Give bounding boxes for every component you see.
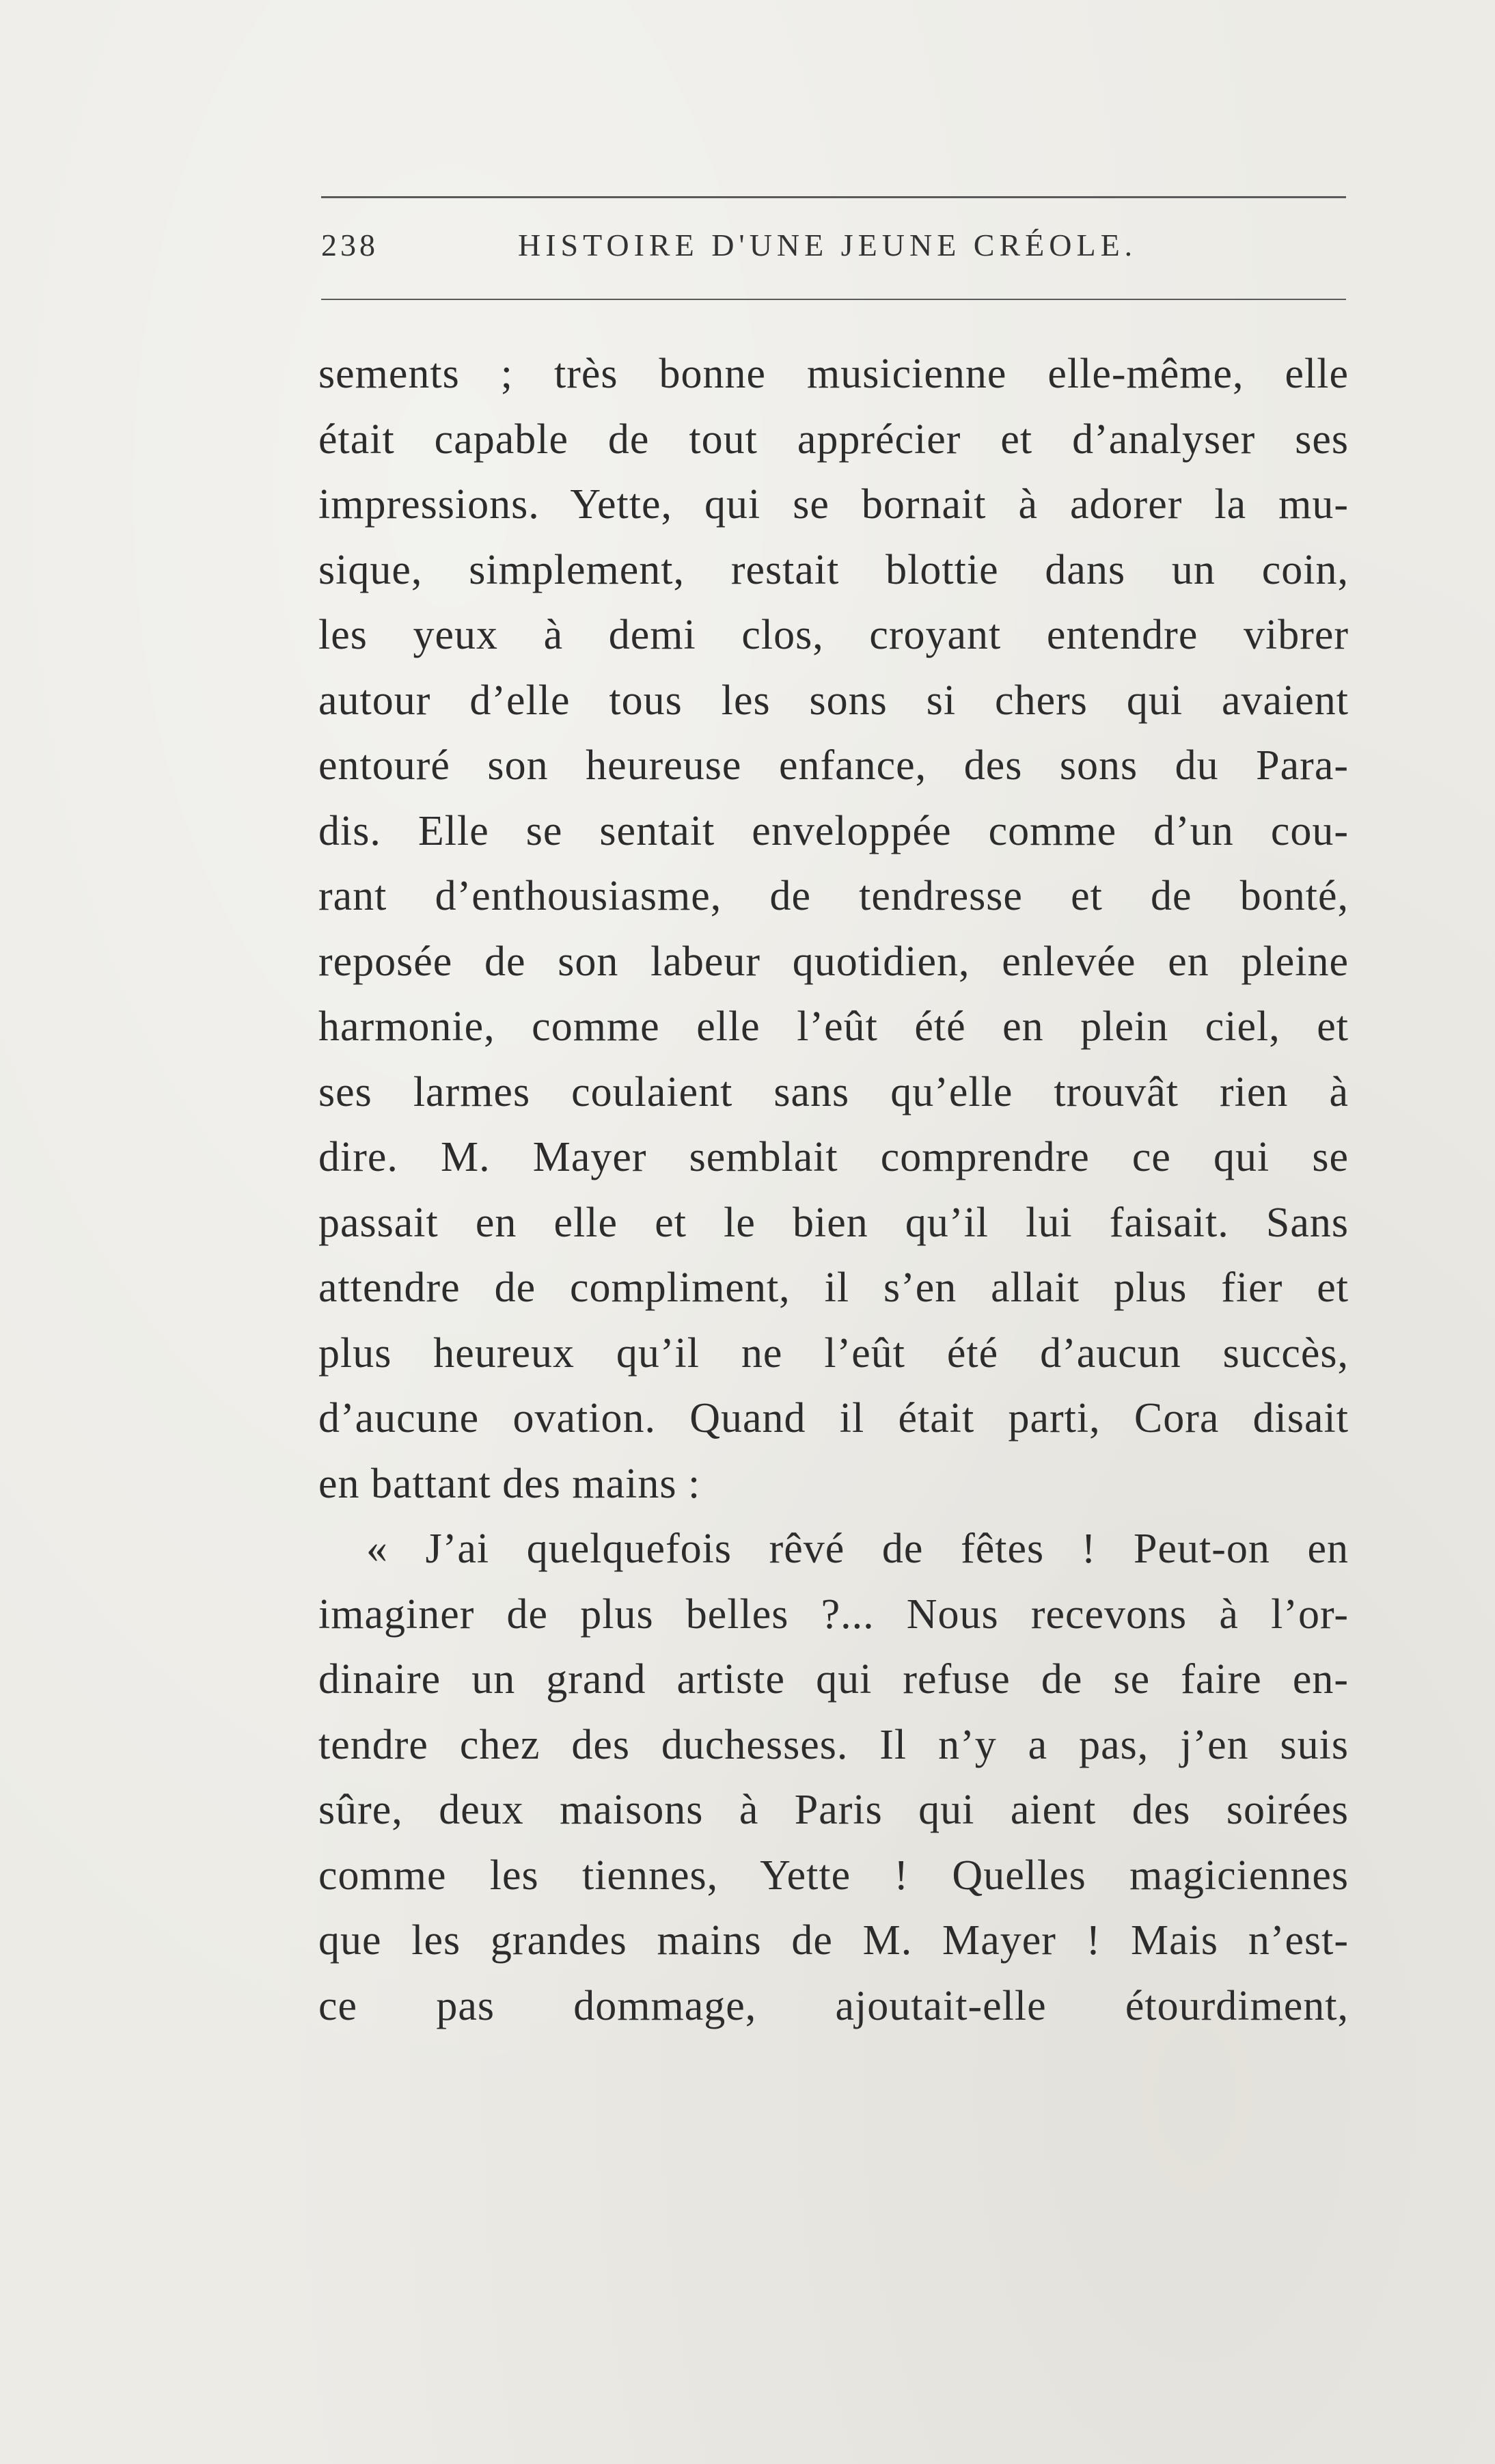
text-line: était capable de tout apprécier et d’analyser ses xyxy=(318,416,1349,463)
text-line: harmonie, comme elle l’eût été en plein ciel, et xyxy=(318,1003,1349,1050)
text-line: tendre chez des duchesses. Il n’y a pas, j’en suis xyxy=(318,1721,1349,1768)
text-line: en battant des mains : xyxy=(318,1460,701,1507)
text-line: « J’ai quelquefois rêvé de fêtes ! Peut-on en xyxy=(366,1526,1349,1572)
text-line: dinaire un grand artiste qui refuse de se faire en- xyxy=(318,1656,1349,1703)
text-line: dis. Elle se sentait enveloppée comme d’un cou- xyxy=(318,807,1349,854)
text-line: sique, simplement, restait blottie dans un coin, xyxy=(318,546,1349,593)
text-line: passait en elle et le bien qu’il lui faisait. Sans xyxy=(318,1199,1349,1246)
text-line: attendre de compliment, il s’en allait plus fier et xyxy=(318,1264,1349,1311)
text-line: ses larmes coulaient sans qu’elle trouvât rien à xyxy=(318,1068,1349,1115)
text-line: que les grandes mains de M. Mayer ! Mais n’est- xyxy=(318,1917,1349,1964)
text-line: reposée de son labeur quotidien, enlevée en pleine xyxy=(318,938,1349,985)
text-line: comme les tiennes, Yette ! Quelles magiciennes xyxy=(318,1852,1349,1899)
page-number: 238 xyxy=(321,228,379,262)
text-line: ce pas dommage, ajoutait-elle étourdiment, xyxy=(318,1982,1349,2029)
body-text xyxy=(318,342,1349,2039)
text-line: les yeux à demi clos, croyant entendre vibrer xyxy=(318,612,1349,658)
text-line: dire. M. Mayer semblait comprendre ce qui se xyxy=(318,1134,1349,1180)
header-top-rule xyxy=(321,196,1346,198)
text-line: sements ; très bonne musicienne elle-même, elle xyxy=(318,351,1349,397)
text-line: d’aucune ovation. Quand il était parti, Cora disait xyxy=(318,1395,1349,1441)
header-bottom-rule xyxy=(321,299,1346,300)
text-line: imaginer de plus belles ?... Nous recevons à l’or- xyxy=(318,1590,1349,1638)
text-line: impressions. Yette, qui se bornait à adorer la mu- xyxy=(318,481,1349,528)
text-line: autour d’elle tous les sons si chers qui avaient xyxy=(318,677,1349,724)
text-line: entouré son heureuse enfance, des sons du Para- xyxy=(318,742,1349,789)
text-line: plus heureux qu’il ne l’eût été d’aucun succès, xyxy=(318,1329,1349,1377)
text-line: rant d’enthousiasme, de tendresse et de bonté, xyxy=(318,873,1349,919)
running-head xyxy=(321,227,1346,275)
text-line: sûre, deux maisons à Paris qui aient des soirées xyxy=(318,1787,1349,1833)
header-title: HISTOIRE D'UNE JEUNE CRÉOLE. xyxy=(518,228,1138,262)
